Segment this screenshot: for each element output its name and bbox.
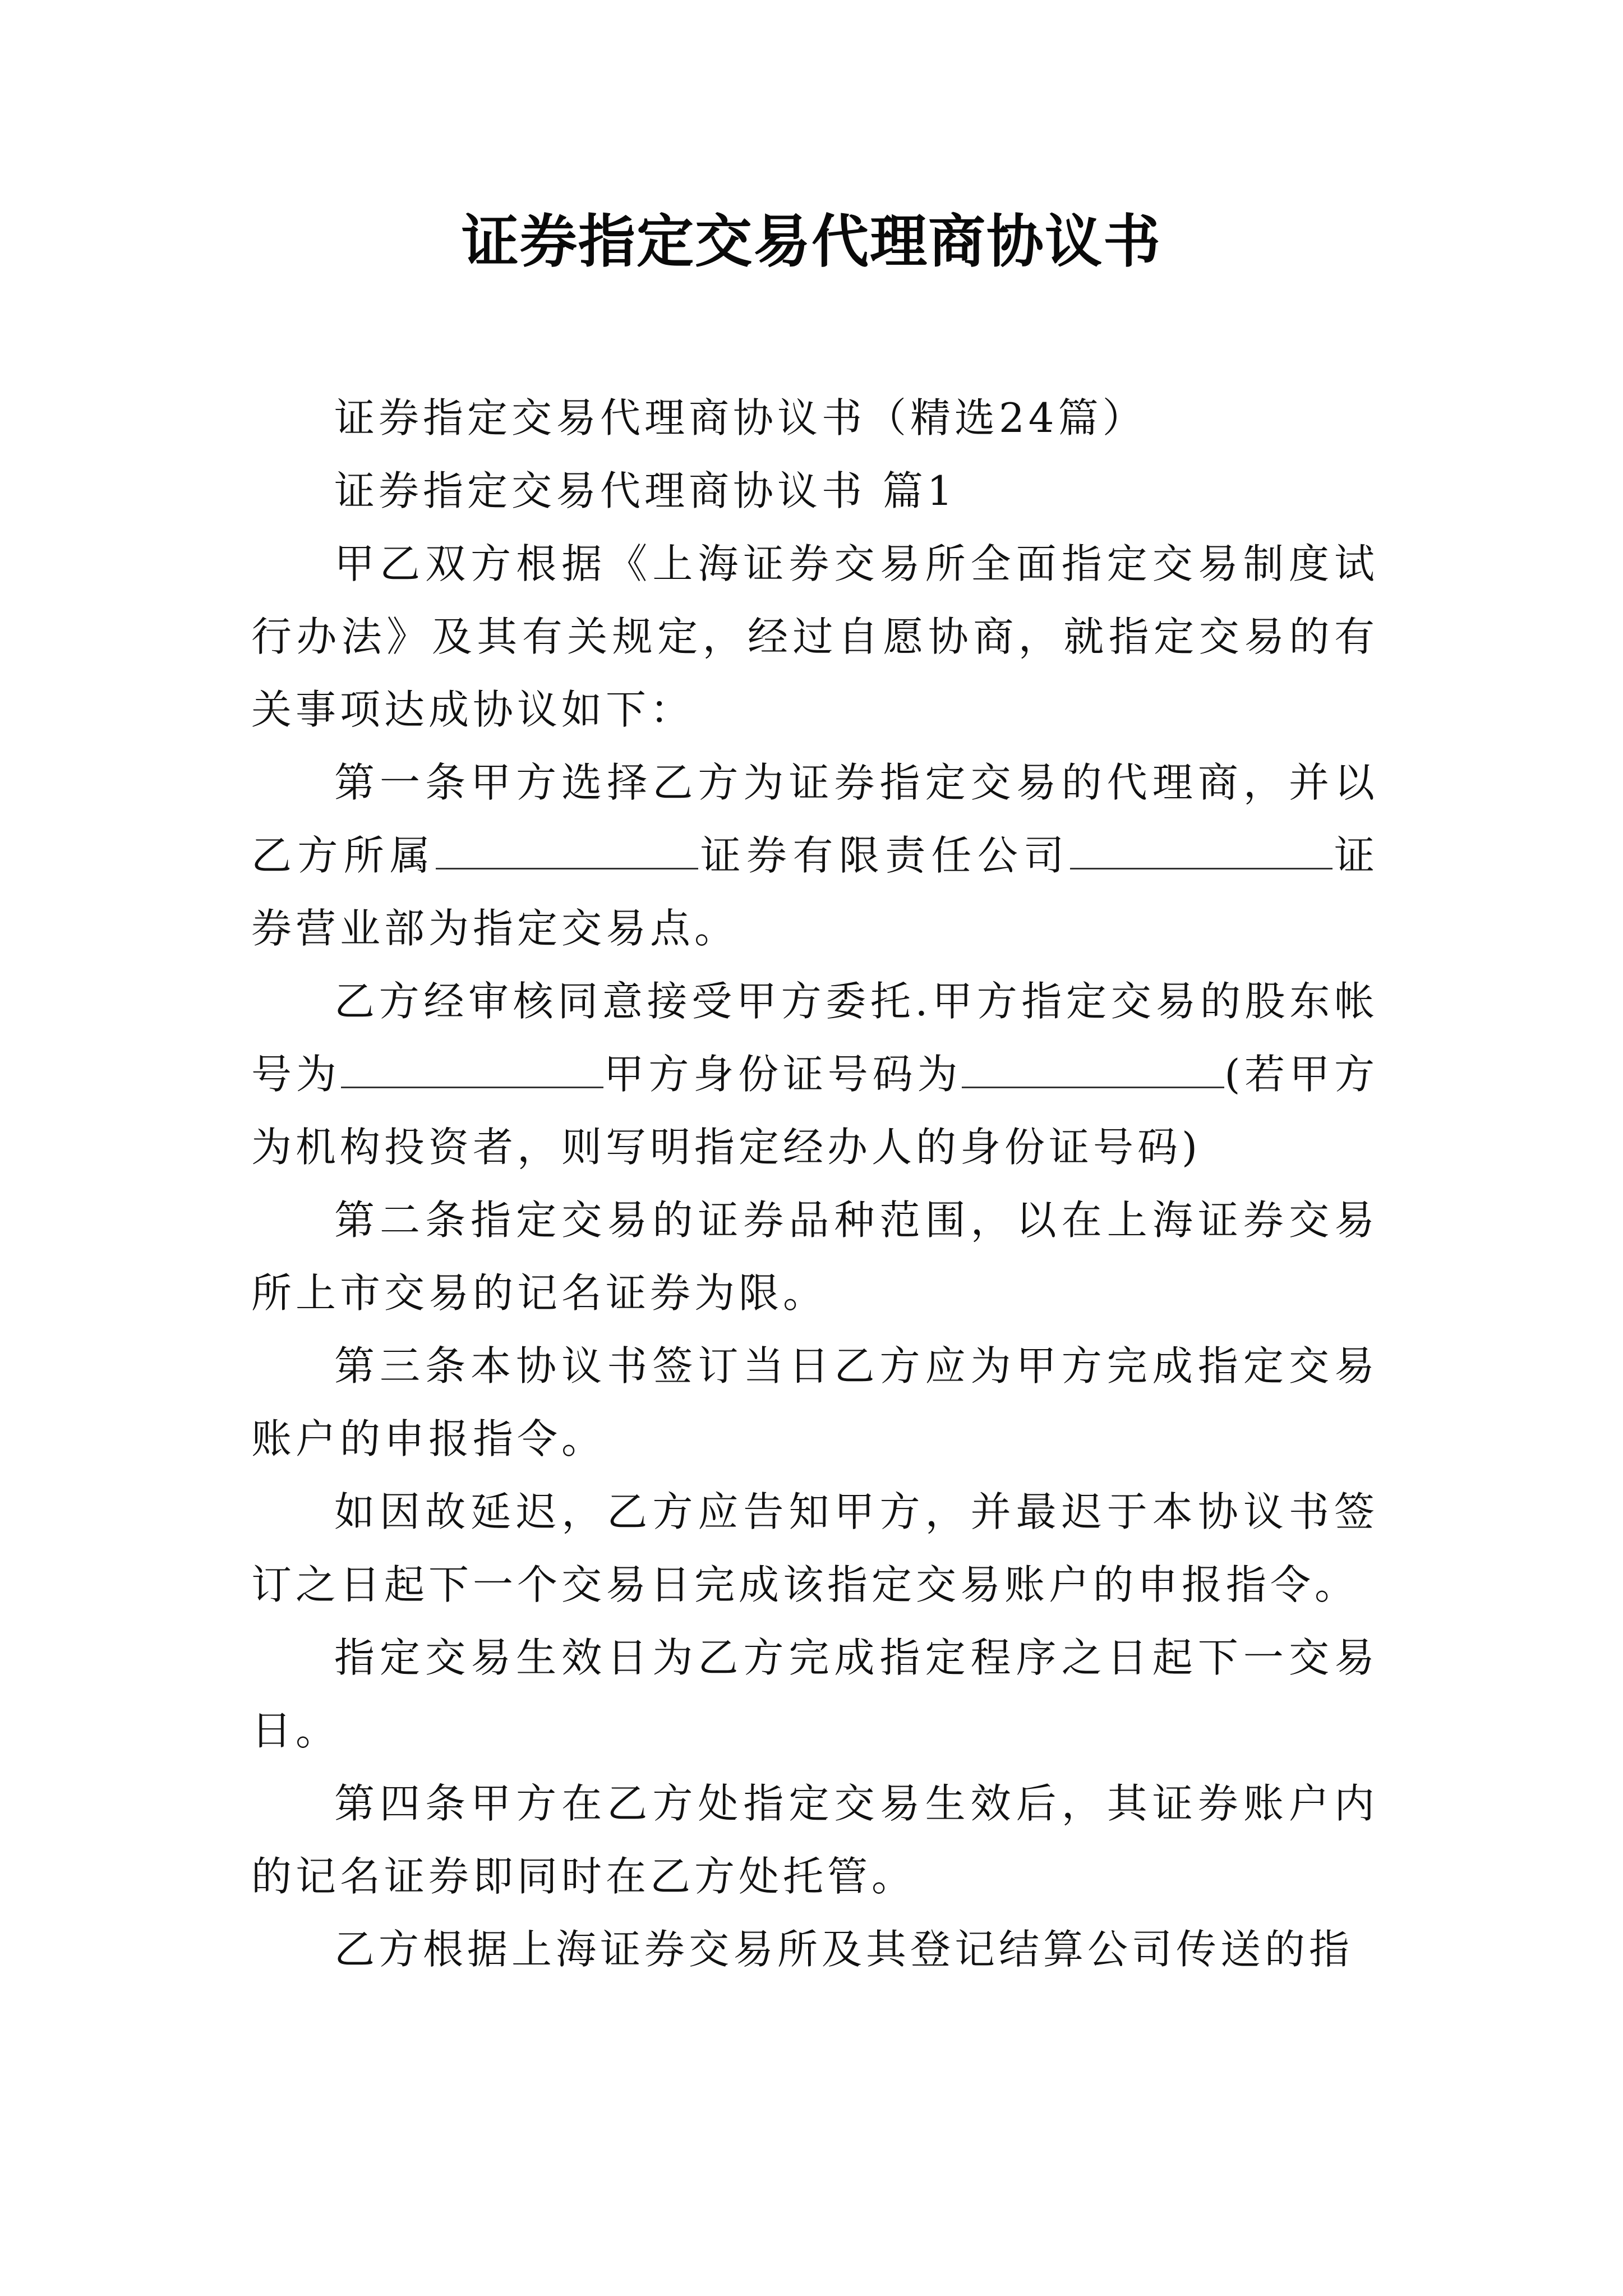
paragraph-subtitle: 证券指定交易代理商协议书（精选24篇） — [334, 394, 1147, 441]
article-1-text-start: 第一条甲方选择乙方为证券指定交易的代理商，并以乙方所属 — [251, 759, 1378, 879]
paragraph-article-1 — [251, 746, 1378, 965]
paragraph-effective-date: 指定交易生效日为乙方完成指定程序之日起下一交易日。 — [251, 1634, 1378, 1754]
account-info-text-end: (若甲方为机构投资者，则写明指定经办人的身份证号码) — [251, 1051, 1378, 1171]
paragraph-part-heading: 证券指定交易代理商协议书 篇1 — [334, 467, 957, 514]
document-body — [251, 381, 1378, 1986]
fill-in-blank-id-number — [962, 1053, 1224, 1088]
fill-in-blank-account-number — [341, 1053, 603, 1088]
account-info-text-start: 乙方经审核同意接受甲方委托.甲方指定交易的股东帐号为 — [251, 978, 1378, 1098]
paragraph-preamble: 甲乙双方根据《上海证券交易所全面指定交易制度试行办法》及其有关规定，经过自愿协商，就指定交易的有关事项达成协议如下： — [251, 540, 1378, 733]
paragraph-custody-clause: 乙方根据上海证券交易所及其登记结算公司传送的指 — [334, 1926, 1354, 1973]
paragraph-article-4: 第四条甲方在乙方处指定交易生效后，其证券账户内的记名证券即同时在乙方处托管。 — [251, 1780, 1378, 1900]
article-1-text-middle: 证券有限责任公司 — [698, 832, 1070, 879]
fill-in-blank-company — [436, 834, 698, 869]
document-title: 证券指定交易代理商协议书 — [462, 209, 1161, 275]
account-info-text-middle: 甲方身份证号码为 — [603, 1051, 962, 1098]
article-1-text-end: 证券营业部为指定交易点。 — [251, 832, 1378, 952]
paragraph-article-3: 第三条本协议书签订当日乙方应为甲方完成指定交易账户的申报指令。 — [251, 1342, 1378, 1462]
paragraph-article-2: 第二条指定交易的证券品种范围，以在上海证券交易所上市交易的记名证券为限。 — [251, 1197, 1378, 1317]
paragraph-delay-clause: 如因故延迟，乙方应告知甲方，并最迟于本协议书签订之日起下一个交易日完成该指定交易账户的申报指令。 — [251, 1488, 1378, 1608]
fill-in-blank-branch — [1070, 834, 1332, 869]
paragraph-account-info — [251, 965, 1378, 1184]
